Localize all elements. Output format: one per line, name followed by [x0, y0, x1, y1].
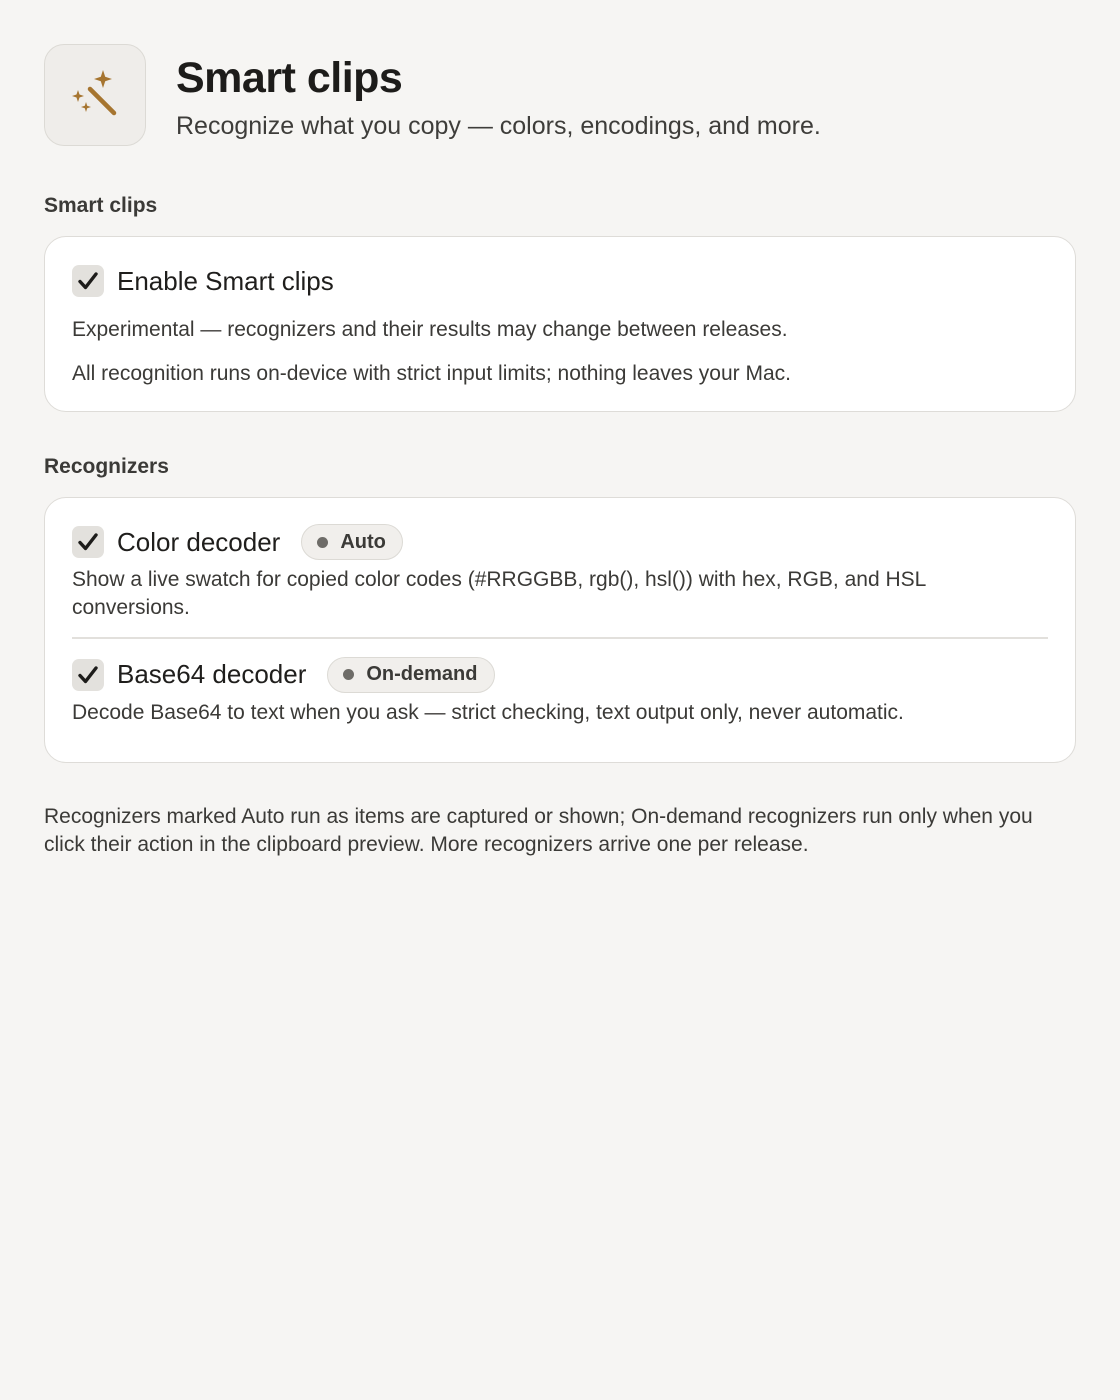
- feature-icon-tile: [44, 44, 146, 146]
- mode-badge-on-demand: [327, 657, 494, 693]
- color-decoder-checkbox[interactable]: [72, 526, 104, 558]
- enable-smart-clips-label: Enable Smart clips: [117, 265, 334, 296]
- status-dot-icon: [343, 669, 354, 680]
- color-decoder-description: Show a live swatch for copied color codes (#RRGGBB, rgb(), hsl()) with hex, RGB, and HSL conversions.: [72, 568, 926, 619]
- checkmark-icon: [77, 270, 99, 292]
- experimental-note: Experimental — recognizers and their results may change between releases.: [72, 318, 788, 341]
- base64-decoder-description: Decode Base64 to text when you ask — strict checking, text output only, never automatic.: [72, 700, 904, 724]
- magic-wand-icon: [68, 68, 122, 122]
- divider: [72, 637, 1048, 639]
- base64-decoder-label: Base64 decoder: [117, 659, 307, 689]
- header-text: [176, 44, 821, 142]
- enable-smart-clips-checkbox[interactable]: [72, 265, 104, 297]
- page-header: [44, 44, 1076, 148]
- section-label-recognizers: Recognizers: [44, 455, 169, 478]
- settings-page: [44, 44, 1076, 859]
- mode-badge-auto: [301, 524, 403, 560]
- enable-smart-clips-row[interactable]: [72, 263, 1048, 299]
- section-label-smart-clips: Smart clips: [44, 194, 158, 217]
- recognizers-card: [44, 497, 1076, 763]
- privacy-note: All recognition runs on-device with strict input limits; nothing leaves your Mac.: [72, 362, 791, 385]
- checkmark-icon: [77, 531, 99, 553]
- page-subtitle: Recognize what you copy — colors, encodings, and more.: [176, 112, 821, 140]
- mode-badge-label: On-demand: [366, 663, 478, 685]
- footer-note: Recognizers marked Auto run as items are captured or shown; On-demand recognizers run only when you click their action in the clipboard preview. More recognizers arrive one per release.: [44, 805, 1033, 856]
- base64-decoder-checkbox[interactable]: [72, 659, 104, 691]
- status-dot-icon: [317, 537, 328, 548]
- smart-clips-card: [44, 236, 1076, 412]
- recognizer-row-base64-decoder[interactable]: [72, 657, 1048, 693]
- recognizer-row-color-decoder[interactable]: [72, 524, 1048, 560]
- checkmark-icon: [77, 664, 99, 686]
- page-title: Smart clips: [176, 54, 403, 102]
- mode-badge-label: Auto: [340, 530, 386, 553]
- color-decoder-label: Color decoder: [117, 526, 281, 557]
